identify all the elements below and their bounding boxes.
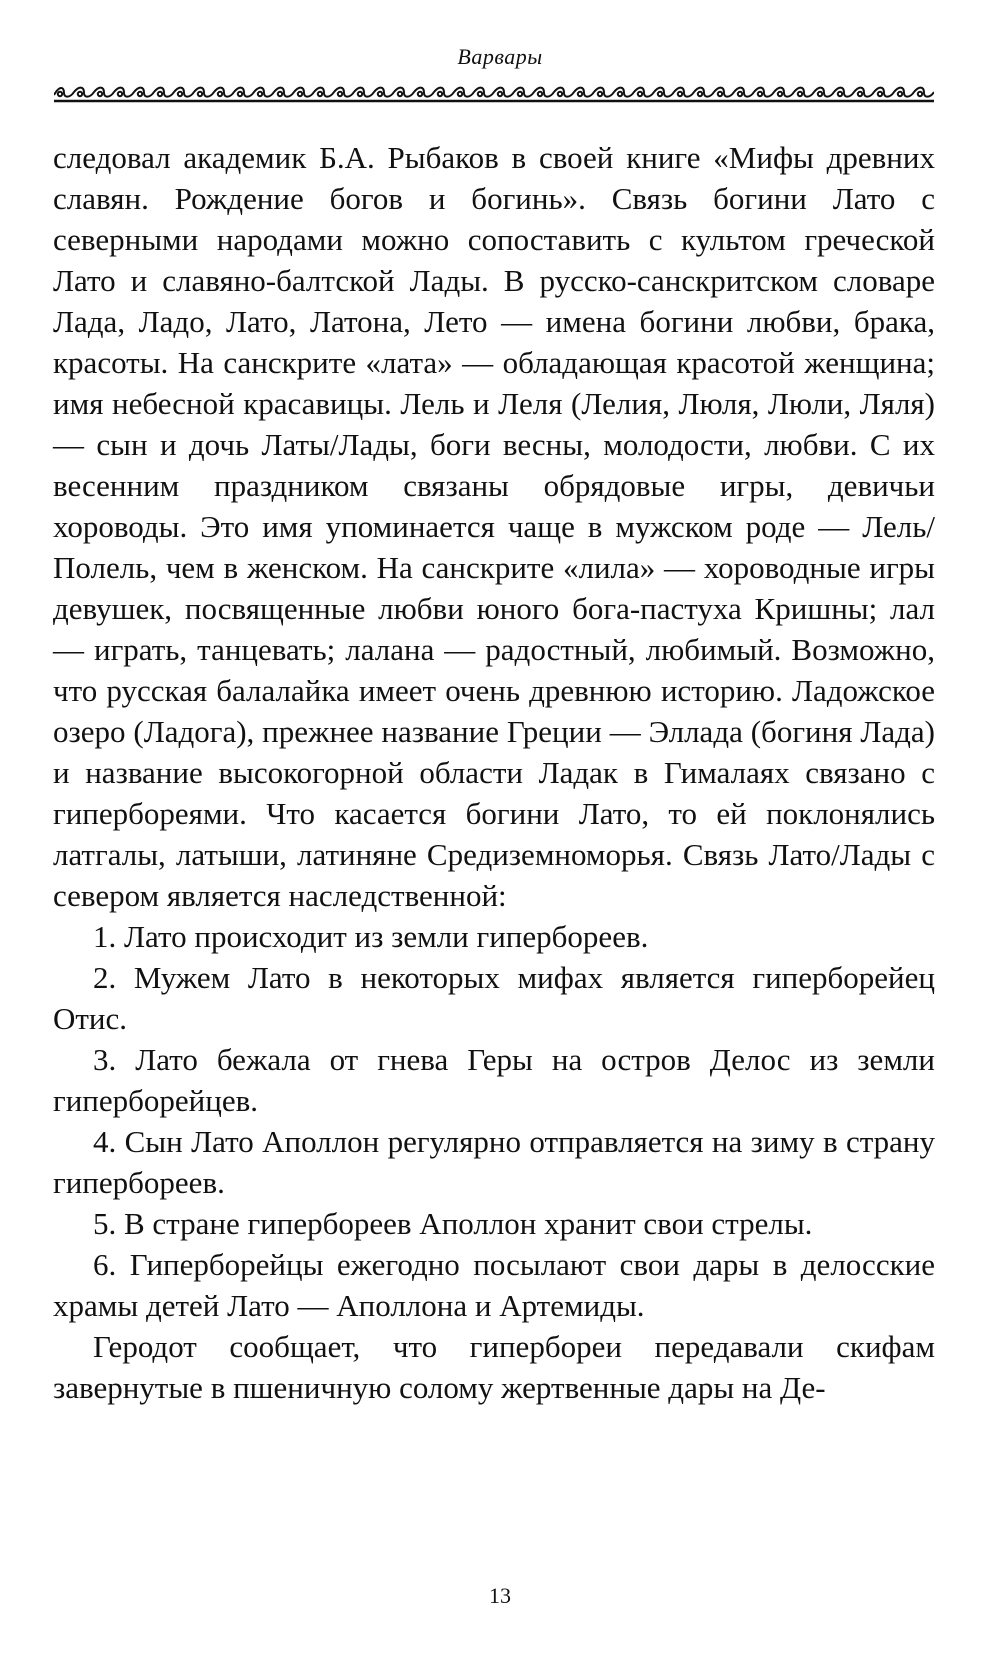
list-item: 2. Мужем Лато в некоторых мифах является гиперборейец Отис. (53, 960, 935, 1036)
list-item: 5. В стране гипербореев Аполлон хранит свои стрелы. (93, 1206, 813, 1241)
running-head: Варвары (457, 44, 543, 69)
list-item: 3. Лато бежала от гнева Геры на остров Делос из земли гиперборейцев. (53, 1042, 935, 1118)
list-item: 6. Гиперборейцы ежегодно посылают свои дары в делосские храмы детей Лато — Аполлона и Артемиды. (53, 1247, 935, 1323)
page-number: 13 (489, 1583, 511, 1608)
body-text (53, 137, 935, 1408)
paragraph: следовал академик Б.А. Рыбаков в своей книге «Мифы древних славян. Рождение богов и богинь». Связь богини Лато с северными народами можно сопоставить с культом греческой Лато и славяно-балтской Лады. В русско-санскритском словаре Лада, Ладо, Лато, Латона, Лето — имена богини любви, брака, красоты. На санскрите «лата» — обладающая красотой женщина; имя небесной красавицы. Лель и Леля (Лелия, Люля, Люли, Ляля) — сын и дочь Латы/Лады, боги весны, молодости, любви. С их весенним праздником связаны обрядовые игры, девичьи хороводы. Это имя упоминается чаще в мужском роде — Лель/Полель, чем в женском. На санскрите «лила» — хороводные игры девушек, посвященные любви юного бога-пастуха Кришны; лал — играть, танцевать; лалана — радостный, любимый. Возможно, что русская балалайка имеет очень древнюю историю. Ладожское озеро (Ладога), прежнее название Греции — Эллада (богиня Лада) и название высокогорной области Ладак в Гималаях связано с гипербореями. Что касается богини Лато, то ей поклонялись латгалы, латыши, латиняне Средиземноморья. Связь Лато/Лады с севером является наследственной: (53, 140, 935, 913)
list-item: 1. Лато происходит из земли гипербореев. (93, 919, 649, 954)
paragraph: Геродот сообщает, что гипербореи передавали скифам завернутые в пшеничную солому жертвенные дары на Де- (53, 1329, 935, 1405)
ornamental-rule (54, 84, 934, 106)
list-item: 4. Сын Лато Аполлон регулярно отправляется на зиму в страну гипербореев. (53, 1124, 935, 1200)
